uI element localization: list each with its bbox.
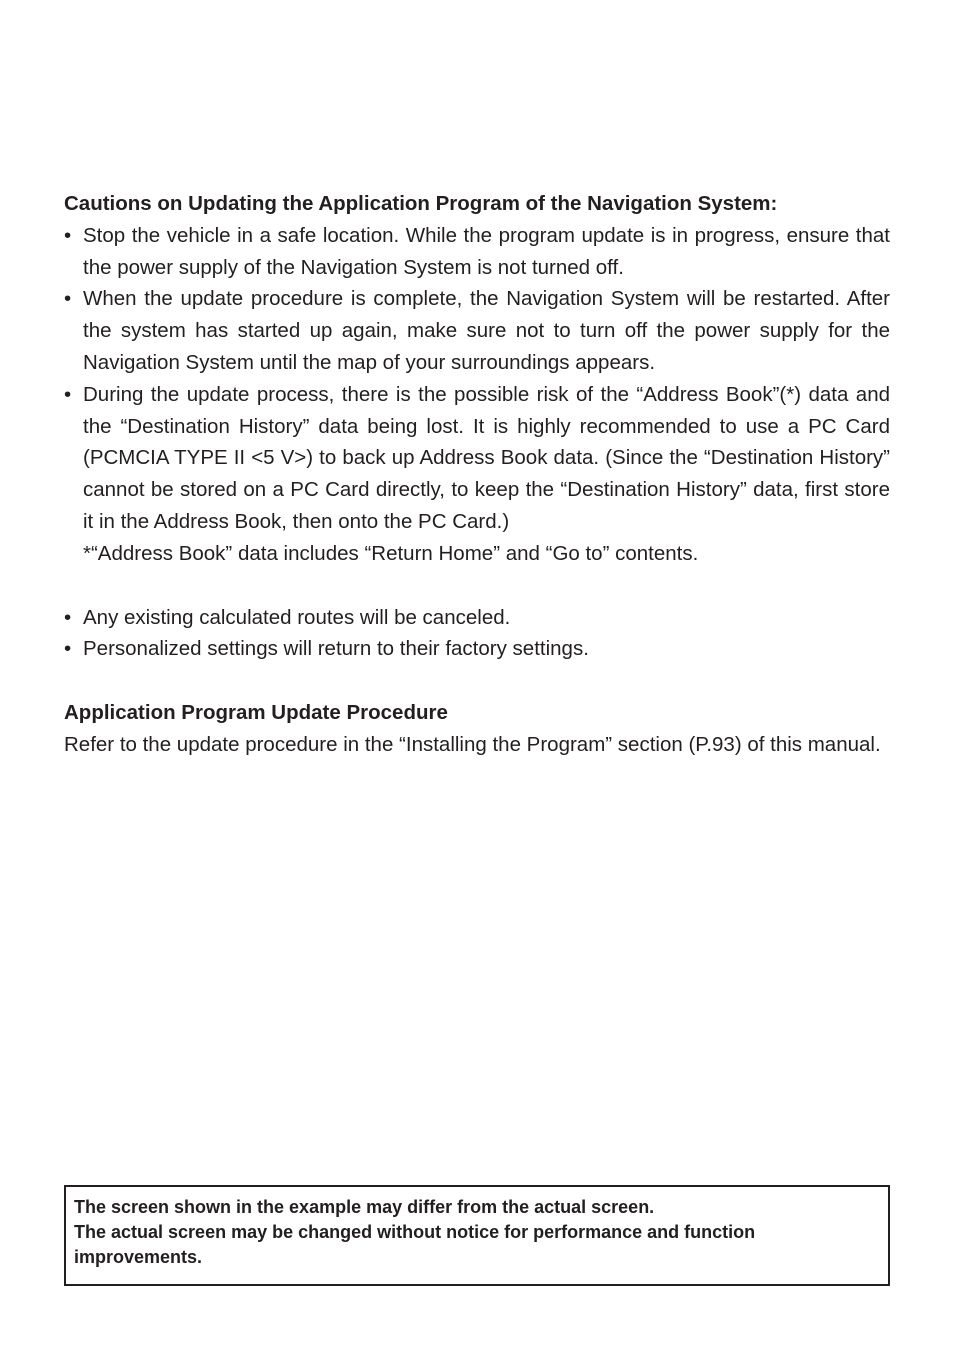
notice-line: The screen shown in the example may differ from the actual screen. — [74, 1197, 655, 1217]
list-item — [64, 220, 890, 284]
list-item — [64, 283, 890, 378]
spacer — [64, 570, 890, 602]
bullet-icon: • — [64, 605, 72, 629]
notice-box — [64, 1185, 890, 1286]
caution-text: During the update process, there is the possible risk of the “Address Book”(*) data and the “Destination History” data being lost. It is highly recommended to use a PC Card (PCMCIA TYPE II <5 V>) to back up Address Book data. (Since the “Destination History” cannot be stored on a PC Card directly, to keep the “Destination History” data, first store it in the Address Book, then onto the PC Card.) — [83, 382, 890, 533]
procedure-heading: Application Program Update Procedure — [64, 701, 448, 725]
bullet-icon: • — [64, 382, 72, 406]
list-item — [64, 602, 890, 634]
caution-text: Stop the vehicle in a safe location. While the program update is in progress, ensure that the power supply of the Navigation System is not turned off. — [83, 223, 890, 279]
list-item — [64, 633, 890, 665]
caution-text: Any existing calculated routes will be canceled. — [83, 605, 511, 629]
list-item — [64, 379, 890, 570]
notice-line: The actual screen may be changed without notice for performance and function improvements. — [74, 1222, 756, 1267]
caution-text: When the update procedure is complete, the Navigation System will be restarted. After the system has started up again, make sure not to turn off the power supply for the Navigation System until the map of your surroundings appears. — [83, 287, 890, 374]
cautions-heading: Cautions on Updating the Application Program of the Navigation System: — [64, 192, 778, 215]
caution-text: Personalized settings will return to their factory settings. — [83, 637, 589, 661]
cautions-list-continued — [64, 602, 890, 666]
bullet-icon: • — [64, 287, 72, 311]
spacer — [64, 665, 890, 697]
procedure-text: Refer to the update procedure in the “Installing the Program” section (P.93) of this manual. — [64, 732, 881, 756]
address-book-footnote: *“Address Book” data includes “Return Home” and “Go to” contents. — [83, 541, 699, 565]
cautions-list — [64, 220, 890, 570]
bullet-icon: • — [64, 637, 72, 661]
bullet-icon: • — [64, 223, 72, 247]
document-body — [64, 188, 890, 761]
